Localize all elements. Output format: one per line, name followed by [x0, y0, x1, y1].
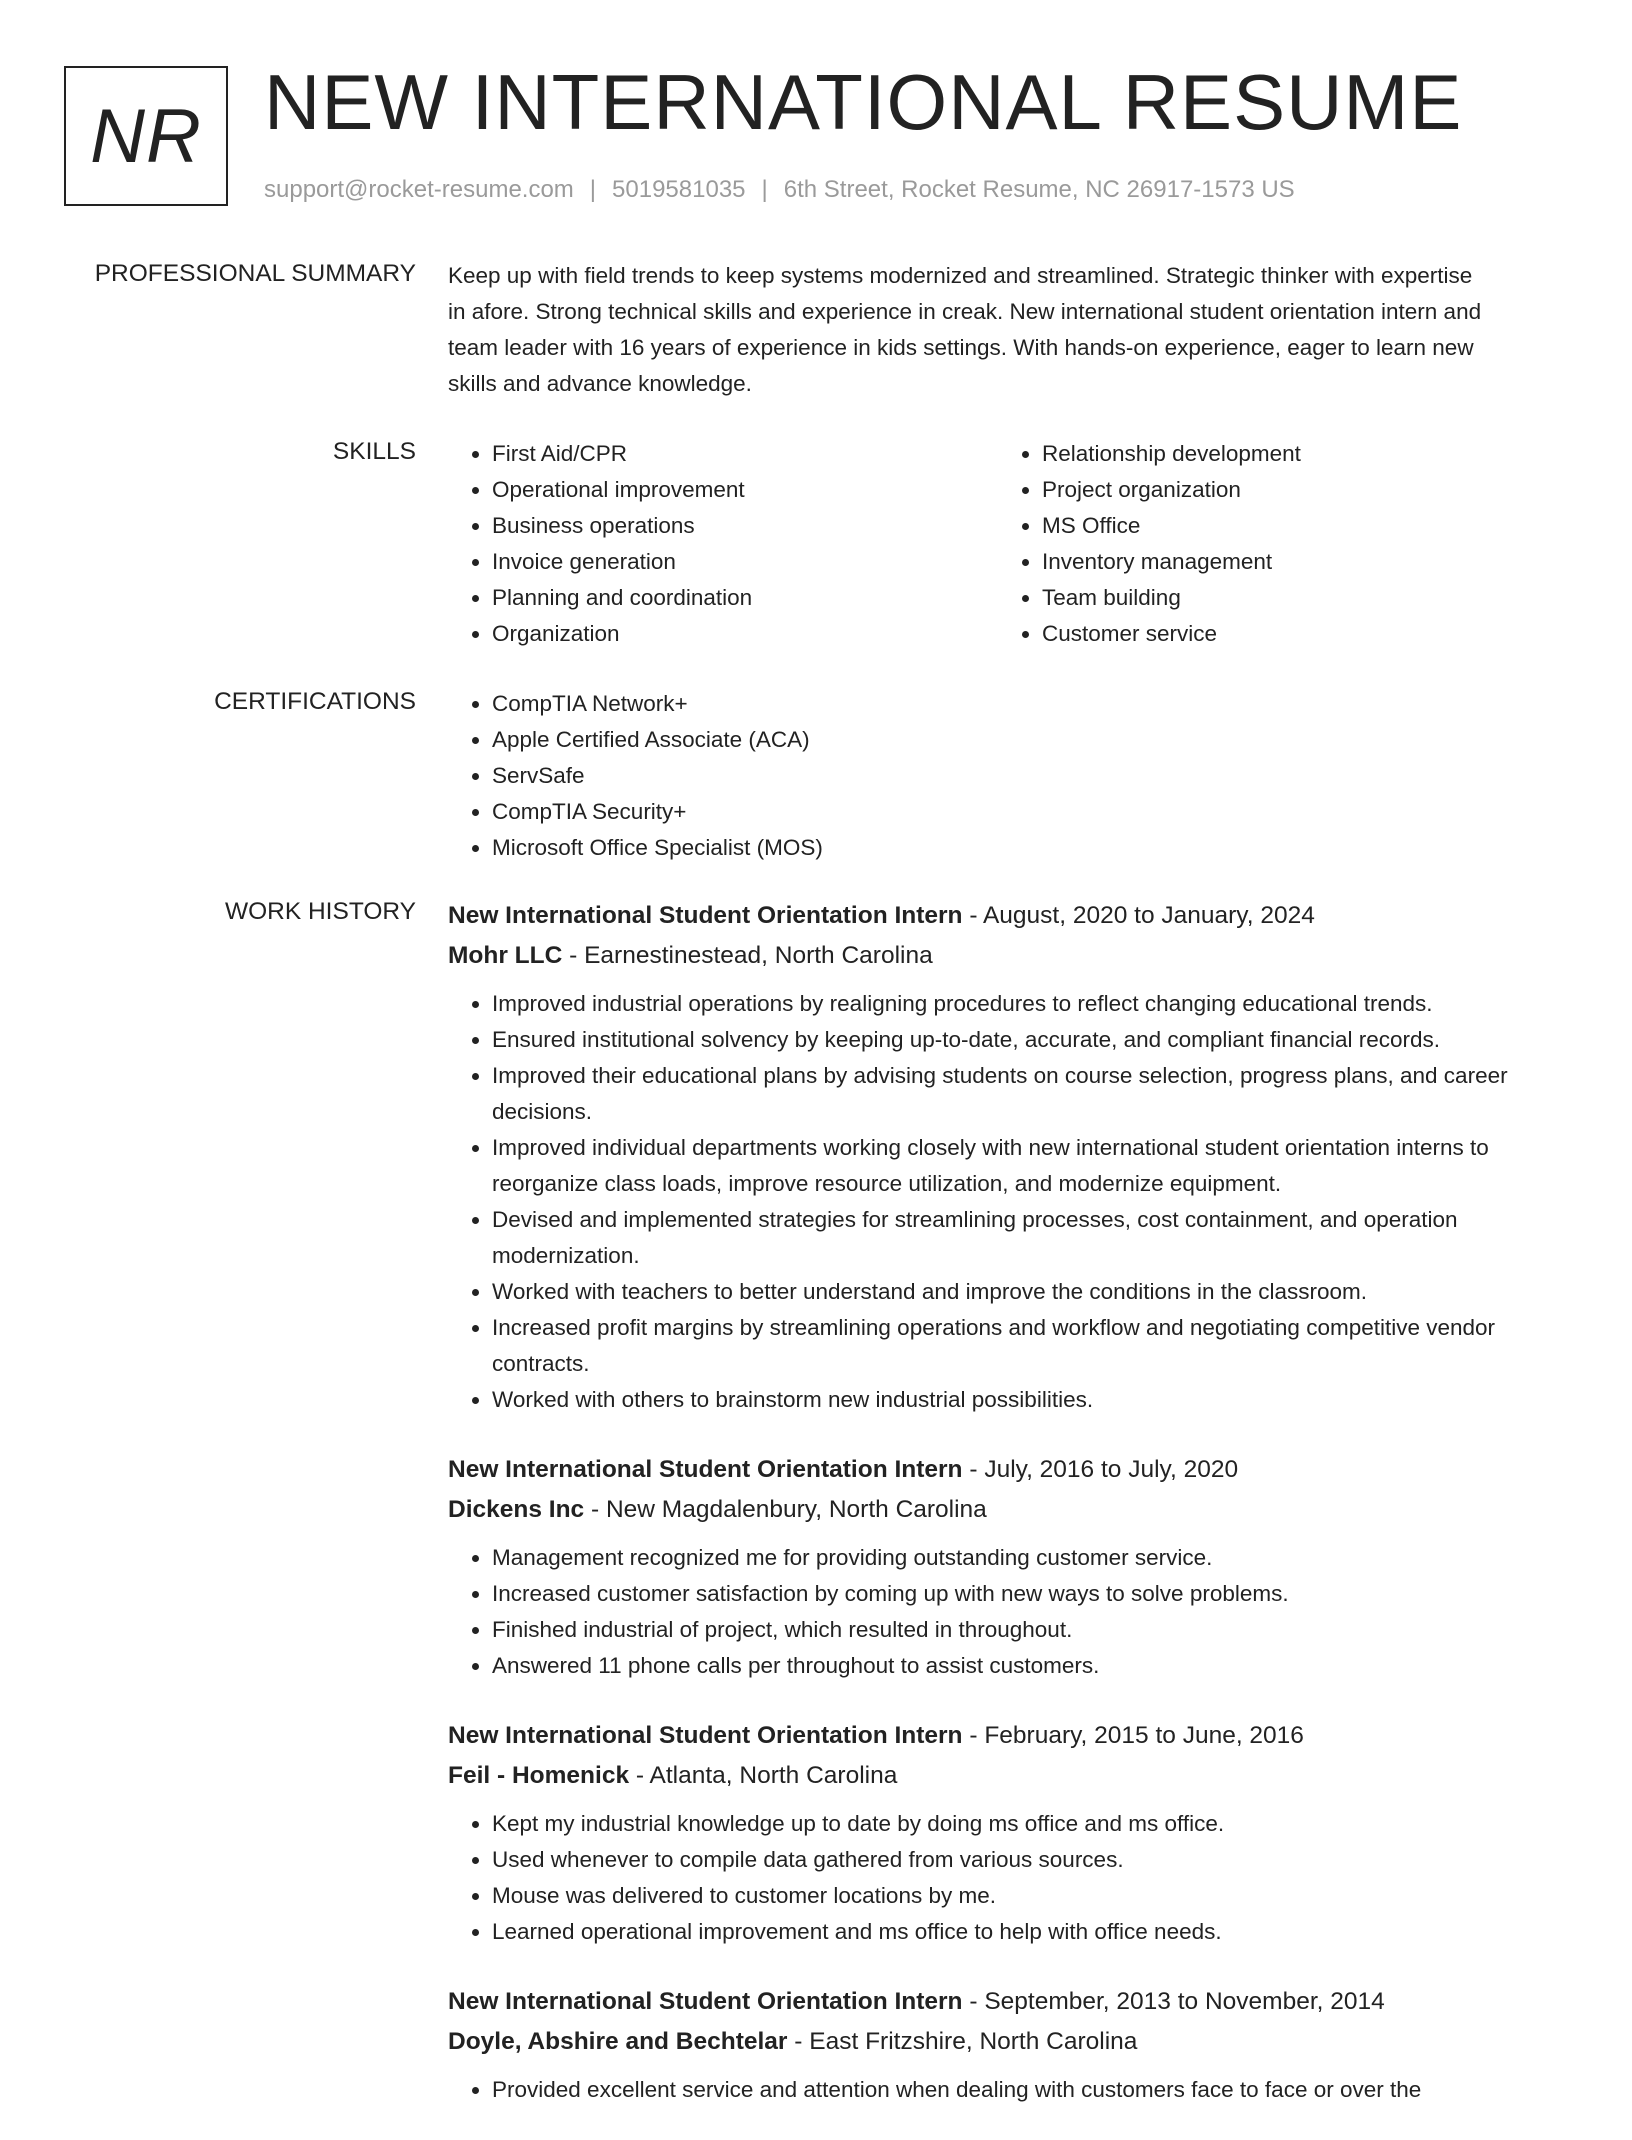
certifications-list [448, 686, 1572, 866]
job-location: Earnestinestead, North Carolina [584, 942, 933, 969]
job-bullet-list [448, 1540, 1572, 1684]
skills-list-left [448, 436, 988, 652]
job-dash: - [629, 1762, 650, 1789]
skill-item: • Inventory management [1042, 544, 1538, 580]
summary-text: Keep up with field trends to keep systems modernized and streamlined. Strategic thinker with expertise in afore. Strong technical skills and experience in creak. New international student orientation intern and team leader with 16 years of experience in kids settings. With hands-on experience, eager to learn new skills and advance knowledge. [448, 263, 1482, 396]
job-company-line [448, 1490, 1572, 1530]
job-dash: - [962, 1988, 985, 2015]
certification-item: • Apple Certified Associate (ACA) [492, 722, 1572, 758]
contact-phone: 5019581035 [612, 176, 746, 203]
skill-item: • Project organization [1042, 472, 1538, 508]
job-dash: - [584, 1496, 606, 1523]
contact-line [264, 176, 1295, 204]
job-company: Feil - Homenick [448, 1762, 630, 1789]
certification-item: • Microsoft Office Specialist (MOS) [492, 830, 1572, 866]
job-title: New International Student Orientation Intern [448, 1988, 963, 2015]
skill-item: • Planning and coordination [492, 580, 988, 616]
job-bullet: • Learned operational improvement and ms office to help with office needs. [492, 1914, 1572, 1950]
job-company: Doyle, Abshire and Bechtelar [448, 2028, 788, 2055]
job-company-line [448, 2022, 1572, 2062]
job-dash: - [787, 2028, 810, 2055]
skill-item: • Invoice generation [492, 544, 988, 580]
skill-item: • Business operations [492, 508, 988, 544]
jobs-container [448, 896, 1572, 2140]
contact-separator: | [761, 176, 768, 203]
skills-list-right [998, 436, 1538, 652]
job-bullet: • Management recognized me for providing outstanding customer service. [492, 1540, 1572, 1576]
job-title: New International Student Orientation Intern [448, 902, 963, 929]
job-title-line [448, 896, 1572, 936]
contact-address: 6th Street, Rocket Resume, NC 26917-1573 US [783, 176, 1295, 203]
job-dash: - [962, 902, 983, 929]
certification-item: • CompTIA Network+ [492, 686, 1572, 722]
section-label-certifications: CERTIFICATIONS [214, 688, 416, 715]
job-bullet: • Used whenever to compile data gathered from various sources. [492, 1842, 1572, 1878]
job-dates: August, 2020 to January, 2024 [982, 902, 1315, 929]
job-bullet-list [448, 986, 1572, 1418]
job-bullet: • Increased customer satisfaction by coming up with new ways to solve problems. [492, 1576, 1572, 1612]
job-entry [448, 1716, 1572, 1950]
skill-item: • Customer service [1042, 616, 1538, 652]
job-location: Atlanta, North Carolina [649, 1762, 898, 1789]
section-label-work-history: WORK HISTORY [224, 898, 416, 925]
job-entry [448, 1982, 1572, 2108]
job-bullet: • Improved industrial operations by realigning procedures to reflect changing educational trends. [492, 986, 1572, 1022]
job-bullet-list [448, 2072, 1572, 2108]
job-company: Mohr LLC [448, 942, 563, 969]
certification-item: • CompTIA Security+ [492, 794, 1572, 830]
job-company: Dickens Inc [448, 1496, 585, 1523]
job-title: New International Student Orientation Intern [448, 1456, 963, 1483]
skill-item: • Team building [1042, 580, 1538, 616]
resume-name: NEW INTERNATIONAL RESUME [264, 58, 1463, 146]
skill-item: • Relationship development [1042, 436, 1538, 472]
job-bullet: • Improved their educational plans by advising students on course selection, progress plans, and career decisions. [492, 1058, 1572, 1130]
job-dash: - [562, 942, 585, 969]
job-company-line [448, 936, 1572, 976]
section-label-summary: PROFESSIONAL SUMMARY [94, 260, 416, 287]
certification-item: • ServSafe [492, 758, 1572, 794]
job-bullet: • Ensured institutional solvency by keeping up-to-date, accurate, and compliant financial records. [492, 1022, 1572, 1058]
job-company-line [448, 1756, 1572, 1796]
job-bullet: • Improved individual departments working closely with new international student orientation interns to reorganize class loads, improve resource utilization, and modernize equipment. [492, 1130, 1572, 1202]
monogram-box [64, 66, 228, 206]
job-bullet: • Devised and implemented strategies for streamlining processes, cost containment, and operation modernization. [492, 1202, 1572, 1274]
job-title-line [448, 1982, 1572, 2022]
job-entry [448, 896, 1572, 1418]
job-bullet: • Increased profit margins by streamlining operations and workflow and negotiating competitive vendor contracts. [492, 1310, 1572, 1382]
section-label-skills: SKILLS [332, 438, 416, 465]
job-title-line [448, 1450, 1572, 1490]
job-bullet-list [448, 1806, 1572, 1950]
job-title-line [448, 1716, 1572, 1756]
job-dash: - [962, 1456, 985, 1483]
job-entry [448, 1450, 1572, 1684]
job-bullet: • Answered 11 phone calls per throughout to assist customers. [492, 1648, 1572, 1684]
job-bullet: • Provided excellent service and attention when dealing with customers face to face or over the [492, 2072, 1572, 2108]
job-bullet: • Kept my industrial knowledge up to date by doing ms office and ms office. [492, 1806, 1572, 1842]
contact-separator: | [589, 176, 597, 203]
initials: NR [90, 93, 202, 179]
job-location: New Magdalenbury, North Carolina [605, 1496, 987, 1523]
skill-item: • First Aid/CPR [492, 436, 988, 472]
job-bullet: • Worked with teachers to better understand and improve the conditions in the classroom. [492, 1274, 1572, 1310]
skill-item: • Organization [492, 616, 988, 652]
contact-email: support@rocket-resume.com [264, 176, 574, 203]
skill-item: • MS Office [1042, 508, 1538, 544]
job-dash: - [962, 1722, 985, 1749]
skill-item: • Operational improvement [492, 472, 988, 508]
job-bullet: • Mouse was delivered to customer locations by me. [492, 1878, 1572, 1914]
job-bullet: • Finished industrial of project, which resulted in throughout. [492, 1612, 1572, 1648]
job-bullet: • Worked with others to brainstorm new industrial possibilities. [492, 1382, 1572, 1418]
job-dates: July, 2016 to July, 2020 [984, 1456, 1239, 1483]
job-dates: September, 2013 to November, 2014 [984, 1988, 1385, 2015]
job-dates: February, 2015 to June, 2016 [984, 1722, 1304, 1749]
job-title: New International Student Orientation Intern [448, 1722, 963, 1749]
job-location: East Fritzshire, North Carolina [809, 2028, 1138, 2055]
